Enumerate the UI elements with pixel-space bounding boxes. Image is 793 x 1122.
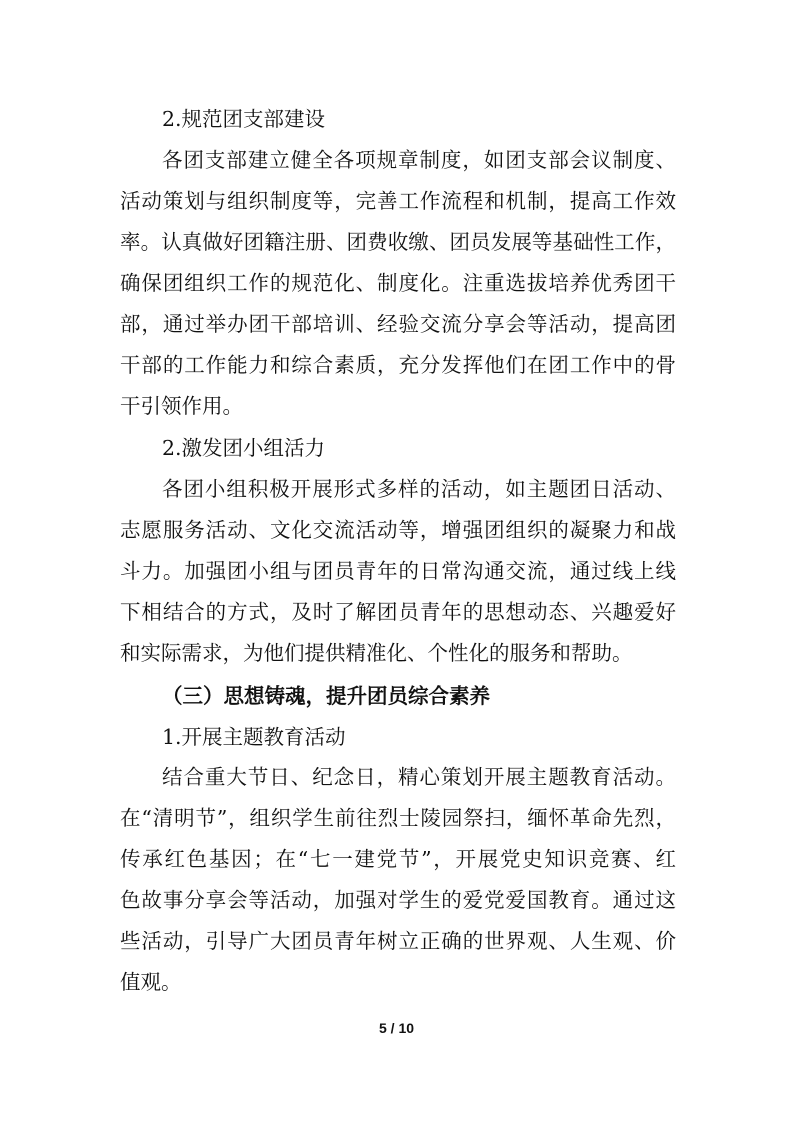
paragraph-line: 志愿服务活动、文化交流活动等，增强团组织的凝聚力和战 xyxy=(120,518,676,542)
section-heading: 2.规范团支部建设 xyxy=(162,107,326,131)
chapter-heading: （三）思想铸魂，提升团员综合素养 xyxy=(162,684,490,708)
paragraph-line: 值观。 xyxy=(120,970,182,994)
paragraph-line: 下相结合的方式，及时了解团员青年的思想动态、兴趣爱好 xyxy=(120,600,676,624)
paragraph-line: 在“清明节”，组织学生前往烈士陵园祭扫，缅怀革命先烈， xyxy=(120,806,676,830)
section-heading: 1.开展主题教育活动 xyxy=(162,725,346,749)
paragraph-line: 确保团组织工作的规范化、制度化。注重选拔培养优秀团干 xyxy=(120,271,676,295)
paragraph-line: 斗力。加强团小组与团员青年的日常沟通交流，通过线上线 xyxy=(120,559,676,583)
paragraph-line: 色故事分享会等活动，加强对学生的爱党爱国教育。通过这 xyxy=(120,888,676,912)
page-number: 5 / 10 xyxy=(378,1020,415,1036)
paragraph-line: 和实际需求，为他们提供精准化、个性化的服务和帮助。 xyxy=(120,641,633,665)
section-heading: 2.激发团小组活力 xyxy=(162,436,326,460)
paragraph-line: 结合重大节日、纪念日，精心策划开展主题教育活动。 xyxy=(162,765,676,789)
paragraph-line: 干部的工作能力和综合素质，充分发挥他们在团工作中的骨 xyxy=(120,353,676,377)
paragraph-line: 各团小组积极开展形式多样的活动，如主题团日活动、 xyxy=(162,477,676,501)
paragraph-line: 传承红色基因；在“七一建党节”，开展党史知识竞赛、红 xyxy=(120,847,676,871)
paragraph-line: 活动策划与组织制度等，完善工作流程和机制，提高工作效 xyxy=(120,189,676,213)
paragraph-line: 些活动，引导广大团员青年树立正确的世界观、人生观、价 xyxy=(120,929,676,953)
paragraph-line: 各团支部建立健全各项规章制度，如团支部会议制度、 xyxy=(162,148,676,172)
paragraph-line: 率。认真做好团籍注册、团费收缴、团员发展等基础性工作， xyxy=(120,230,676,254)
paragraph-line: 干引领作用。 xyxy=(120,394,243,418)
paragraph-line: 部，通过举办团干部培训、经验交流分享会等活动，提高团 xyxy=(120,312,676,336)
